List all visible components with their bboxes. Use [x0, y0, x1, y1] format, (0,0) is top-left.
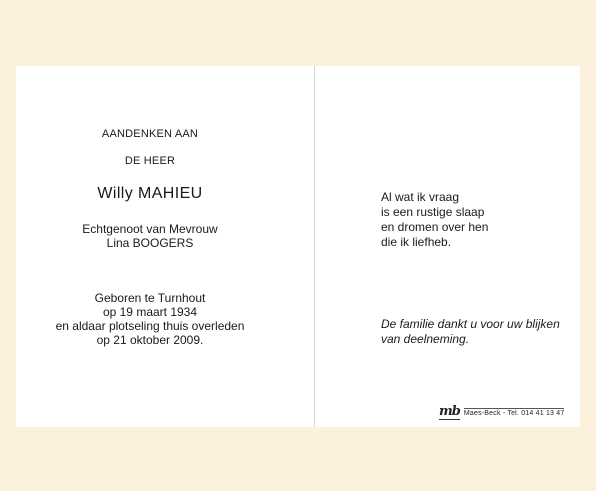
heading-the-gentleman: DE HEER	[124, 155, 176, 167]
heading-in-memory: AANDENKEN AAN	[101, 128, 199, 140]
thanks-line: van deelneming.	[381, 332, 470, 346]
birth-date: op 19 maart 1934	[102, 305, 198, 319]
printer-contact: Maes-Beck - Tel. 014 41 13 47	[463, 409, 565, 417]
birth-place: Geboren te Turnhout	[94, 291, 206, 305]
printer-logo: mb	[439, 403, 460, 419]
poem-line: is een rustige slaap	[381, 205, 485, 219]
thanks-line: De familie dankt u voor uw blijken	[381, 317, 560, 331]
spouse-line-2: Lina BOOGERS	[106, 236, 194, 250]
printer-imprint	[439, 403, 564, 421]
death-place: en aldaar plotseling thuis overleden	[55, 319, 245, 333]
poem-line: en dromen over hen	[381, 220, 489, 234]
memorial-card	[16, 66, 580, 427]
death-date: op 21 oktober 2009.	[96, 333, 204, 347]
poem-line: Al wat ik vraag	[381, 190, 460, 204]
deceased-name: Willy MAHIEU	[97, 185, 203, 202]
spouse-line-1: Echtgenoot van Mevrouw	[82, 222, 218, 236]
right-panel	[315, 66, 580, 427]
poem	[381, 190, 488, 250]
family-thanks	[381, 317, 560, 347]
left-panel	[16, 66, 314, 427]
poem-line: die ik liefheb.	[381, 235, 452, 249]
